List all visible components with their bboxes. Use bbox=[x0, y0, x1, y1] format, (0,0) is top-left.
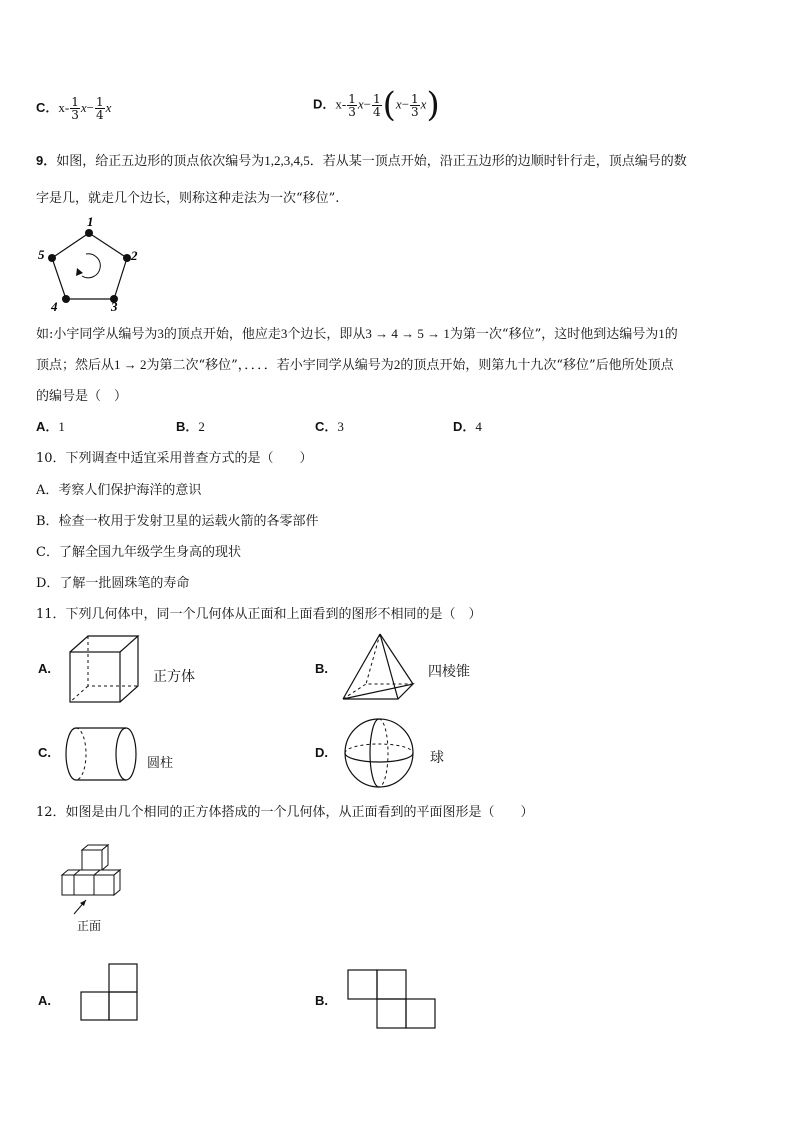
arrowhead-icon bbox=[76, 268, 83, 276]
q9-text: 为第二次“移位”，．．．．若小宇同学从编号为 bbox=[146, 358, 394, 373]
q10-option-c: C．了解全国九年级学生身高的现状 bbox=[36, 545, 241, 560]
cylinder-figure bbox=[64, 724, 140, 784]
q11-option-b-name: 四棱锥 bbox=[428, 664, 470, 680]
q9-number: 1 bbox=[658, 326, 665, 341]
q11-option-d-label: D. bbox=[315, 745, 328, 760]
numerator: 1 bbox=[96, 95, 104, 109]
q10-option-d: D．了解一批圆珠笔的寿命 bbox=[36, 576, 190, 591]
fraction bbox=[95, 96, 105, 121]
fraction bbox=[347, 93, 357, 118]
q9-path: 1 → 2 bbox=[114, 357, 147, 372]
option-label: C． bbox=[36, 100, 59, 115]
left-paren: ( bbox=[382, 85, 396, 125]
q9-number: 3 bbox=[280, 326, 288, 341]
q9-line-2 bbox=[36, 187, 339, 206]
option-value: 1 bbox=[58, 419, 65, 434]
vertex-dot bbox=[123, 254, 131, 262]
q9-option-d bbox=[453, 416, 482, 435]
vertex-dot bbox=[48, 254, 56, 262]
q9-text: 如:小宇同学从编号为 bbox=[36, 327, 158, 342]
q11-option-a-label: A. bbox=[38, 661, 51, 676]
denominator: 3 bbox=[411, 104, 419, 119]
q9-path: 3 → 4 → 5 → 1 bbox=[365, 326, 450, 341]
option-label: A． bbox=[36, 419, 59, 434]
denominator: 4 bbox=[96, 108, 104, 122]
minus-sign: − bbox=[86, 100, 94, 115]
fraction bbox=[70, 96, 80, 121]
expr-prefix: x- bbox=[335, 96, 347, 112]
fraction bbox=[410, 93, 420, 118]
front-view-label: 正面 bbox=[77, 919, 102, 933]
variable: x bbox=[395, 96, 402, 112]
variable: x bbox=[420, 96, 427, 112]
q9-text: 顶点；然后从 bbox=[36, 358, 115, 373]
vertex-label-4: 4 bbox=[51, 299, 58, 314]
denominator: 4 bbox=[373, 104, 381, 119]
q9-text: 如图，给正五边形的顶点依次编号为 bbox=[56, 154, 265, 169]
q9-text: 的编号是（ ） bbox=[36, 389, 128, 404]
q9-number: 3 bbox=[157, 326, 164, 341]
q12-stem: 12．如图是由几个相同的正方体搭成的一个几何体，从正面看到的平面图形是（ ） bbox=[36, 805, 534, 820]
pentagon-figure bbox=[30, 212, 150, 314]
q11-option-d-name: 球 bbox=[430, 750, 444, 766]
q9-sequence: 1,2,3,4,5 bbox=[264, 153, 310, 168]
q9-line-1 bbox=[36, 150, 687, 169]
q8-option-c bbox=[36, 96, 111, 121]
q8-option-d bbox=[313, 85, 440, 125]
q9-text: 个边长，即从 bbox=[287, 327, 366, 342]
q12-option-a-figure bbox=[78, 962, 140, 1024]
option-value: 4 bbox=[475, 419, 482, 434]
minus-sign: − bbox=[363, 96, 371, 112]
q10-stem: 10．下列调查中适宜采用普查方式的是（ ） bbox=[36, 451, 313, 466]
q10-option-b: B．检查一枚用于发射卫星的运载火箭的各零部件 bbox=[36, 514, 319, 529]
pyramid-figure bbox=[340, 632, 416, 702]
option-value: 2 bbox=[198, 419, 205, 434]
fraction bbox=[372, 93, 382, 118]
option-value: 3 bbox=[337, 419, 344, 434]
q9-option-c bbox=[315, 416, 344, 435]
q11-stem: 11．下列几何体中，同一个几何体从正面和上面看到的图形不相同的是（ ） bbox=[36, 607, 482, 622]
q9-text: 为第一次“移位”，这时他到达编号为 bbox=[449, 327, 659, 342]
right-paren: ) bbox=[426, 85, 440, 125]
option-label: B． bbox=[176, 419, 199, 434]
option-label: D． bbox=[313, 96, 336, 112]
expr-prefix: x- bbox=[58, 100, 70, 115]
q9-line-3 bbox=[36, 323, 678, 342]
numerator: 1 bbox=[71, 95, 79, 109]
option-label: D． bbox=[453, 419, 476, 434]
q11-option-a-name: 正方体 bbox=[153, 669, 195, 685]
minus-sign: − bbox=[401, 96, 410, 112]
variable: x bbox=[80, 100, 87, 115]
q9-text: ．若从某一顶点开始，沿正五边形的边顺时针行走，顶点编号的数 bbox=[309, 154, 687, 169]
vertex-label-5: 5 bbox=[38, 247, 45, 262]
q10-option-a: A．考察人们保护海洋的意识 bbox=[36, 483, 202, 498]
vertex-dot bbox=[62, 295, 70, 303]
q9-line-4 bbox=[36, 354, 674, 373]
q9-number: 2 bbox=[393, 357, 401, 372]
cube-figure bbox=[68, 634, 144, 704]
q9-text: 字是几，就走几个边长，则称这种走法为一次“移位”. bbox=[36, 191, 340, 206]
q11-option-c-name: 圆柱 bbox=[147, 756, 174, 771]
numerator: 1 bbox=[411, 91, 419, 106]
vertex-label-3: 3 bbox=[111, 299, 118, 314]
vertex-label-1: 1 bbox=[87, 214, 94, 229]
q9-option-b bbox=[176, 416, 205, 435]
q9-option-a bbox=[36, 416, 65, 435]
q11-option-c-label: C. bbox=[38, 745, 51, 760]
vertex-label-2: 2 bbox=[131, 248, 138, 263]
q12-option-a-label: A. bbox=[38, 993, 51, 1008]
numerator: 1 bbox=[348, 91, 356, 106]
cube-stack-figure bbox=[54, 842, 130, 922]
q12-option-b-label: B. bbox=[315, 993, 328, 1008]
clockwise-arrow-icon bbox=[82, 254, 100, 278]
q9-line-5 bbox=[36, 385, 127, 404]
q12-option-b-figure bbox=[346, 968, 438, 1030]
denominator: 3 bbox=[71, 108, 79, 122]
question-number: 9． bbox=[36, 153, 57, 168]
pentagon-shape bbox=[52, 233, 127, 299]
denominator: 3 bbox=[348, 104, 356, 119]
q9-text: 的顶点开始，则第九十九次“移位”后他所处顶点 bbox=[400, 358, 674, 373]
q11-option-b-label: B. bbox=[315, 661, 328, 676]
vertex-dot bbox=[85, 229, 93, 237]
q9-text: 的顶点开始，他应走 bbox=[163, 327, 281, 342]
q9-text: 的 bbox=[664, 327, 678, 342]
sphere-figure bbox=[342, 716, 416, 790]
arrowhead-icon bbox=[80, 900, 86, 906]
numerator: 1 bbox=[373, 91, 381, 106]
option-label: C． bbox=[315, 419, 338, 434]
variable: x bbox=[357, 96, 364, 112]
variable: x bbox=[105, 100, 112, 115]
